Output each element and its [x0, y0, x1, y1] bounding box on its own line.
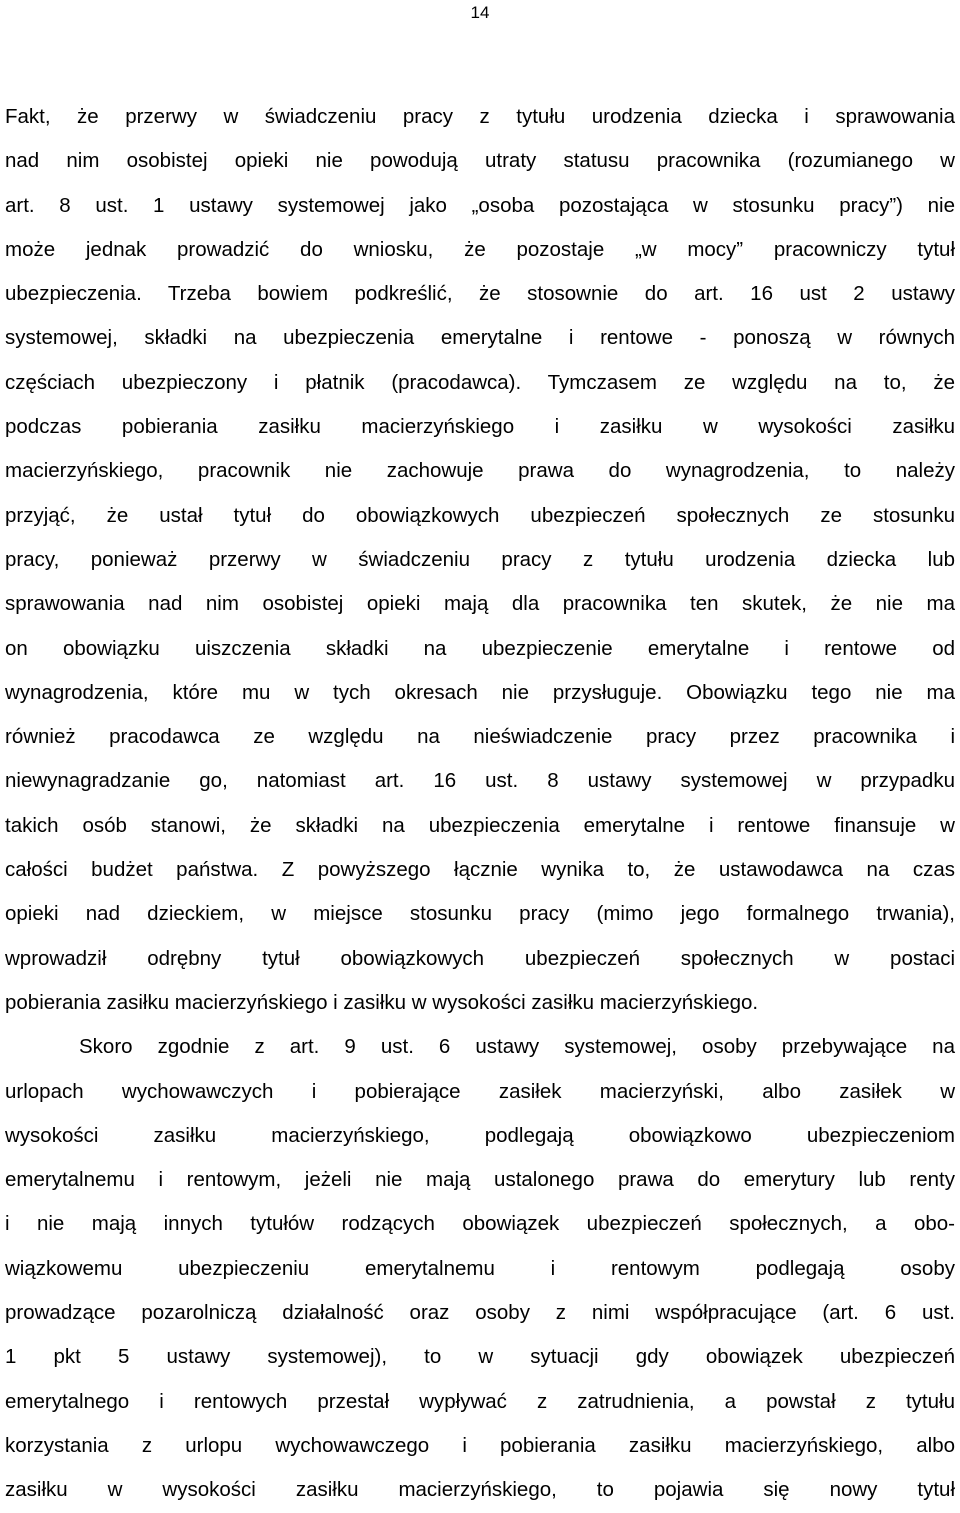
paragraph-1 — [5, 95, 955, 1025]
text-line-first: Skoro zgodnie z art. 9 ust. 6 ustawy systemowej, osoby przebywające na — [79, 1035, 955, 1059]
text-line: częściach ubezpieczony i płatnik (pracodawca). Tymczasem ze względu na to, że — [5, 370, 955, 394]
text-line: i nie mają innych tytułów rodzących obowiązek ubezpieczeń społecznych, a obo- — [5, 1212, 955, 1236]
text-line: prowadzące pozarolniczą działalność oraz osoby z nimi współpracujące (art. 6 ust. — [5, 1301, 955, 1325]
page-number: 14 — [470, 3, 490, 22]
text-line: wynagrodzenia, które mu w tych okresach nie przysługuje. Obowiązku tego nie ma — [5, 680, 955, 704]
text-line: emerytalnemu i rentowym, jeżeli nie mają ustalonego prawa do emerytury lub renty — [5, 1168, 955, 1192]
text-line: Fakt, że przerwy w świadczeniu pracy z tytułu urodzenia dziecka i sprawowania — [5, 105, 955, 128]
text-line-last: pobierania zasiłku macierzyńskiego i zasiłku w wysokości zasiłku macierzyńskiego. — [5, 990, 759, 1014]
text-line: przyjąć, że ustał tytuł do obowiązkowych ubezpieczeń społecznych ze stosunku — [5, 503, 955, 527]
text-line: zasiłku w wysokości zasiłku macierzyńskiego, to pojawia się nowy tytuł — [5, 1478, 955, 1502]
text-line: wprowadził odrębny tytuł obowiązkowych ubezpieczeń społecznych w postaci — [5, 946, 955, 970]
text-line: może jednak prowadzić do wniosku, że pozostaje „w mocy” pracowniczy tytuł — [5, 237, 955, 261]
text-line: wiązkowemu ubezpieczeniu emerytalnemu i rentowym podlegają osoby — [5, 1256, 955, 1280]
text-line: art. 8 ust. 1 ustawy systemowej jako „osoba pozostająca w stosunku pracy”) nie — [5, 193, 955, 217]
text-line: on obowiązku uiszczenia składki na ubezpieczenie emerytalne i rentowe od — [5, 636, 955, 660]
text-line: opieki nad dzieckiem, w miejsce stosunku pracy (mimo jego formalnego trwania), — [5, 902, 955, 926]
text-line: ubezpieczenia. Trzeba bowiem podkreślić, że stosownie do art. 16 ust 2 ustawy — [5, 282, 955, 306]
text-line: również pracodawca ze względu na nieświadczenie pracy przez pracownika i — [5, 725, 955, 749]
text-line: pracy, ponieważ przerwy w świadczeniu pracy z tytułu urodzenia dziecka lub — [5, 547, 955, 571]
text-line: korzystania z urlopu wychowawczego i pobierania zasiłku macierzyńskiego, albo — [5, 1433, 955, 1457]
text-line: podczas pobierania zasiłku macierzyńskiego i zasiłku w wysokości zasiłku — [5, 415, 955, 439]
text-line: sprawowania nad nim osobistej opieki mają dla pracownika ten skutek, że nie ma — [5, 592, 955, 616]
text-line: macierzyńskiego, pracownik nie zachowuje prawa do wynagrodzenia, to należy — [5, 459, 955, 483]
text-line: emerytalnego i rentowych przestał wypływać z zatrudnienia, a powstał z tytułu — [5, 1389, 955, 1413]
body-text — [5, 95, 955, 1513]
text-line: takich osób stanowi, że składki na ubezpieczenia emerytalne i rentowe finansuje w — [5, 813, 955, 837]
paragraph-2 — [5, 1025, 955, 1512]
text-line: urlopach wychowawczych i pobierające zasiłek macierzyński, albo zasiłek w — [5, 1079, 955, 1103]
text-line: 1 pkt 5 ustawy systemowej), to w sytuacji gdy obowiązek ubezpieczeń — [5, 1345, 955, 1369]
text-line: wysokości zasiłku macierzyńskiego, podlegają obowiązkowo ubezpieczeniom — [5, 1123, 955, 1147]
text-line: systemowej, składki na ubezpieczenia emerytalne i rentowe - ponoszą w równych — [5, 326, 955, 350]
text-line: całości budżet państwa. Z powyższego łącznie wynika to, że ustawodawca na czas — [5, 858, 955, 882]
text-line: nad nim osobistej opieki nie powodują utraty statusu pracownika (rozumianego w — [5, 149, 955, 173]
text-line: niewynagradzanie go, natomiast art. 16 ust. 8 ustawy systemowej w przypadku — [5, 769, 955, 793]
